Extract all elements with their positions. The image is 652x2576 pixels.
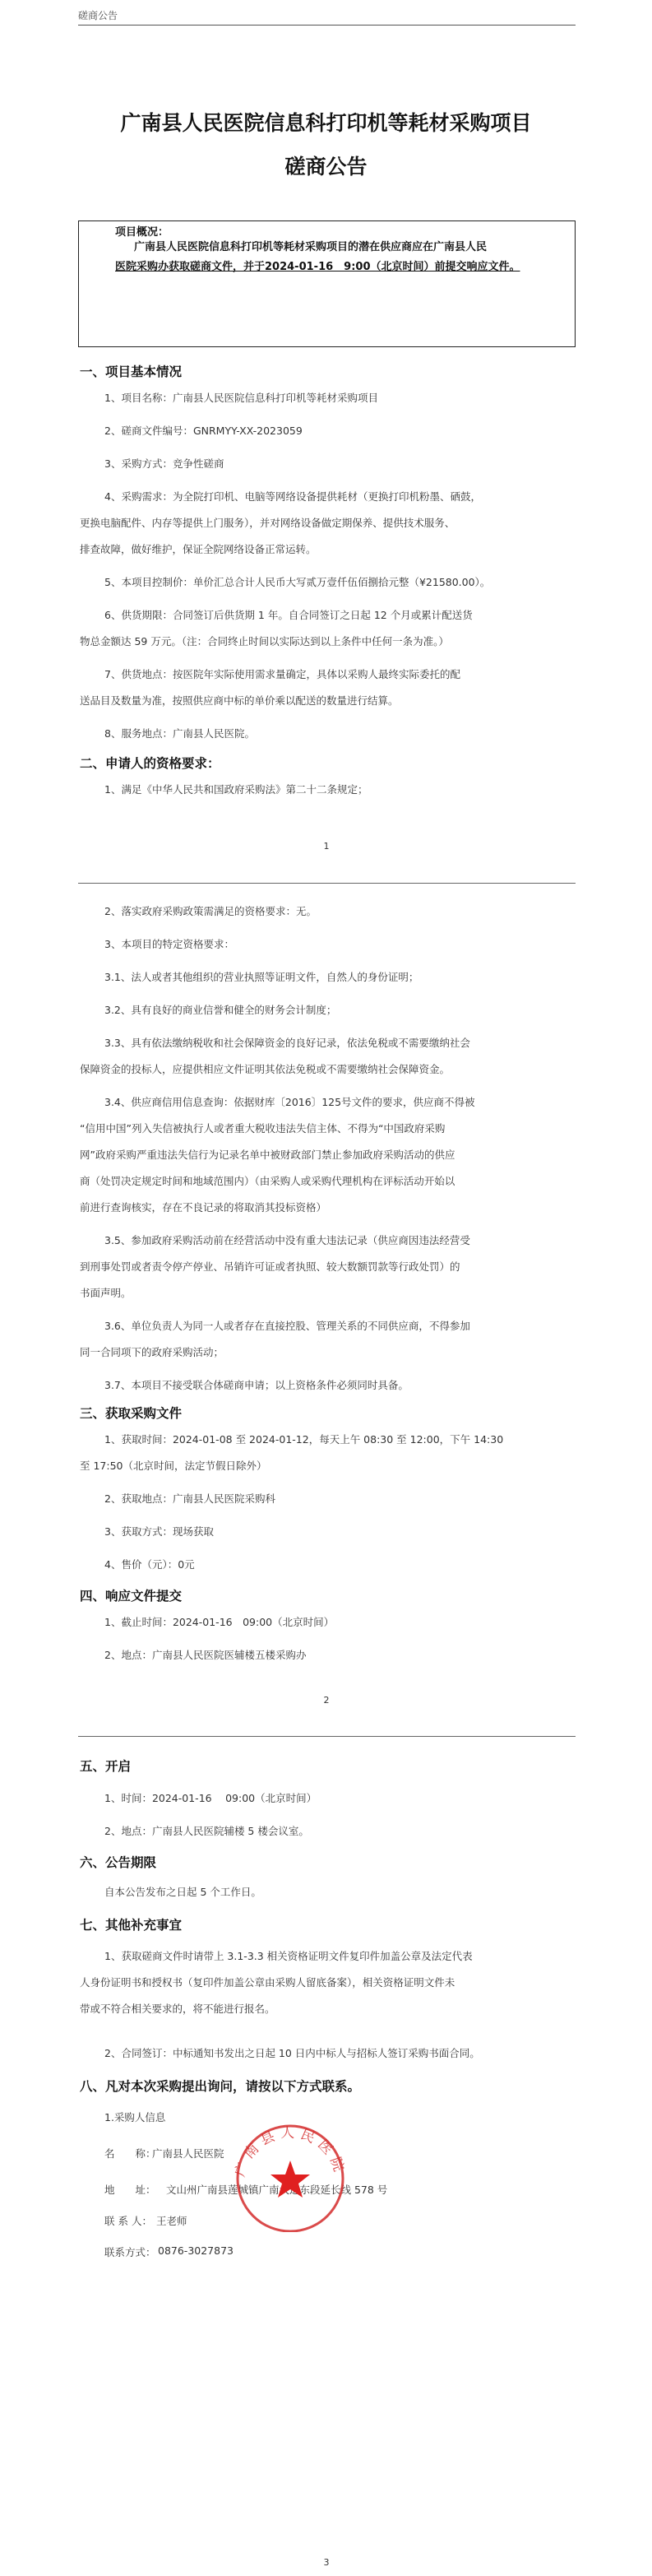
official-seal-stamp [226,2113,354,2232]
section-6-heading: 六、公告期限 [80,1855,157,1870]
section-3-heading: 三、获取采购文件 [80,1406,183,1421]
s1-item-5: 5、本项目控制价：单价汇总合计人民币大写贰万壹仟伍佰捌拾元整（¥21580.00）。 [104,576,491,588]
s1-item-4b: 更换电脑配件、内存等提供上门服务），并对网络设备做定期保养、提供技术服务、 [80,517,455,529]
s6-item-1: 自本公告发布之日起 5 个工作日。 [104,1886,261,1898]
s3-item-3: 3、获取方式：现场获取 [104,1525,214,1538]
s2-item-3-4d: 商（处罚决定规定时间和地域范围内）（由采购人或采购代理机构在评标活动开始以 [80,1175,455,1187]
s3-item-1a: 1、获取时间：2024-01-08 至 2024-01-12，每天上午 08:30 至 12:00，下午 14:30 [104,1433,504,1446]
s2-item-3: 3、本项目的特定资格要求： [104,938,234,950]
s3-item-1b: 至 17:50（北京时间，法定节假日除外） [80,1460,267,1472]
s7-item-1a: 1、获取磋商文件时请带上 3.1-3.3 相关资格证明文件复印件加盖公章及法定代表 [104,1950,473,1962]
s1-item-4c: 排查故障，做好维护，保证全院网络设备正常运转。 [80,543,317,555]
purchaser-info-heading: 1.采购人信息 [104,2111,166,2123]
s2-item-3-3a: 3.3、具有依法缴纳税收和社会保障资金的良好记录，依法免税或不需要缴纳社会 [104,1037,470,1049]
s5-item-1: 1、时间：2024-01-16 09:00（北京时间） [104,1792,317,1804]
purchaser-name-label: 名 称： [104,2147,156,2160]
section-1-heading: 一、项目基本情况 [80,364,183,379]
s1-item-6b: 物总金额达 59 万元。（注：合同终止时间以实际达到以上条件中任何一条为准。） [80,635,449,647]
s7-item-2: 2、合同签订：中标通知书发出之日起 10 日内中标人与招标人签订采购书面合同。 [104,2047,480,2059]
s1-item-4a: 4、采购需求：为全院打印机、电脑等网络设备提供耗材（更换打印机粉墨、硒鼓， [104,490,481,503]
s2-item-3-5a: 3.5、参加政府采购活动前在经营活动中没有重大违法记录（供应商因违法经营受 [104,1234,470,1246]
page-break-2 [78,1736,576,1737]
summary-line-1: 广南县人民医院信息科打印机等耗材采购项目的潜在供应商应在广南县人民 [134,241,488,253]
s2-item-3-4e: 前进行查询核实，存在不良记录的将取消其投标资格） [80,1201,327,1214]
s2-item-2: 2、落实政府采购政策需满足的资格要求：无。 [104,905,317,917]
contact-phone-value: 0876-3027873 [158,2244,234,2257]
contact-phone-label: 联系方式： [104,2246,156,2258]
s1-item-2: 2、磋商文件编号：GNRMYY-XX-2023059 [104,425,303,437]
contact-person-value: 王老师 [156,2215,187,2227]
page-title: 广南县人民医院信息科打印机等耗材采购项目 [120,111,532,135]
s2-item-3-5b: 到刑事处罚或者责令停产停业、吊销许可证或者执照、较大数额罚款等行政处罚）的 [80,1260,460,1273]
section-2-heading: 二、申请人的资格要求： [80,756,220,771]
s2-item-3-6a: 3.6、单位负责人为同一人或者存在直接控股、管理关系的不同供应商，不得参加 [104,1320,470,1332]
summary-line-2-text: 医院采购办获取磋商文件，并于2024-01-16 9:00（北京时间）前提交响应文件。 [115,261,520,273]
s5-item-2: 2、地点：广南县人民医院辅楼 5 楼会议室。 [104,1825,309,1837]
s1-item-7b: 送品目及数量为准，按照供应商中标的单价乘以配送的数量进行结算。 [80,694,399,707]
s2-item-3-7: 3.7、本项目不接受联合体磋商申请；以上资格条件必须同时具备。 [104,1379,409,1391]
summary-line-2 [115,258,563,277]
page-subtitle: 磋商公告 [284,155,368,179]
header-divider [78,25,576,26]
s2-item-3-1: 3.1、法人或者其他组织的营业执照等证明文件，自然人的身份证明； [104,971,419,983]
s2-item-3-2: 3.2、具有良好的商业信誉和健全的财务会计制度； [104,1004,337,1016]
s7-item-1b: 人身份证明书和授权书（复印件加盖公章由采购人留底备案），相关资格证明文件未 [80,1976,455,1989]
purchaser-address-label: 地 址： [104,2184,156,2196]
s1-item-8: 8、服务地点：广南县人民医院。 [104,727,255,740]
s7-item-1c: 带或不符合相关要求的，将不能进行报名。 [80,2003,275,2015]
s4-item-1: 1、截止时间：2024-01-16 09:00（北京时间） [104,1616,335,1628]
svg-text:广南县人民医院: 广南县人民医院 [232,2124,349,2179]
s3-item-2: 2、获取地点：广南县人民医院采购科 [104,1492,275,1505]
s2-item-3-4b: “信用中国”列入失信被执行人或者重大税收违法失信主体、不得为“中国政府采购 [80,1122,446,1135]
s1-item-3: 3、采购方式：竞争性磋商 [104,457,224,470]
section-4-heading: 四、响应文件提交 [80,1589,183,1604]
section-5-heading: 五、开启 [80,1759,132,1774]
page-number-1: 1 [323,841,330,852]
s3-item-4: 4、售价（元）：0元 [104,1558,195,1571]
s2-item-3-4c: 网”政府采购严重违法失信行为记录名单中被财政部门禁止参加政府采购活动的供应 [80,1149,455,1161]
page-break-1 [78,883,576,884]
section-7-heading: 七、其他补充事宜 [80,1918,183,1933]
contact-person-label: 联 系 人： [104,2215,152,2227]
purchaser-name-value: 广南县人民医院 [152,2147,224,2160]
page-number-3: 3 [323,2557,330,2568]
s2-item-3-6b: 同一合同项下的政府采购活动； [80,1346,224,1358]
s2-item-3-3b: 保障资金的投标人，应提供相应文件证明其依法免税或不需要缴纳社会保障资金。 [80,1063,451,1075]
section-8-heading: 八、凡对本次采购提出询问，请按以下方式联系。 [80,2079,361,2094]
s1-item-1: 1、项目名称：广南县人民医院信息科打印机等耗材采购项目 [104,392,378,404]
s2-item-1: 1、满足《中华人民共和国政府采购法》第二十二条规定； [104,783,368,796]
summary-heading: 项目概况： [115,226,169,239]
s4-item-2: 2、地点：广南县人民医院医辅楼五楼采购办 [104,1649,307,1661]
s2-item-3-5c: 书面声明。 [80,1287,132,1299]
s1-item-6a: 6、供货期限：合同签订后供货期 1 年。自合同签订之日起 12 个月或累计配送货 [104,609,473,621]
s2-item-3-4a: 3.4、供应商信用信息查询：依据财库〔2016〕125号文件的要求，供应商不得被 [104,1096,475,1108]
header-label: 磋商公告 [78,10,118,21]
purchaser-address-value: 文山州广南县莲城镇广南大道东段延长线 578 号 [166,2184,388,2196]
page-number-2: 2 [323,1695,330,1706]
s1-item-7a: 7、供货地点：按医院年实际使用需求量确定，具体以采购人最终实际委托的配 [104,668,460,680]
